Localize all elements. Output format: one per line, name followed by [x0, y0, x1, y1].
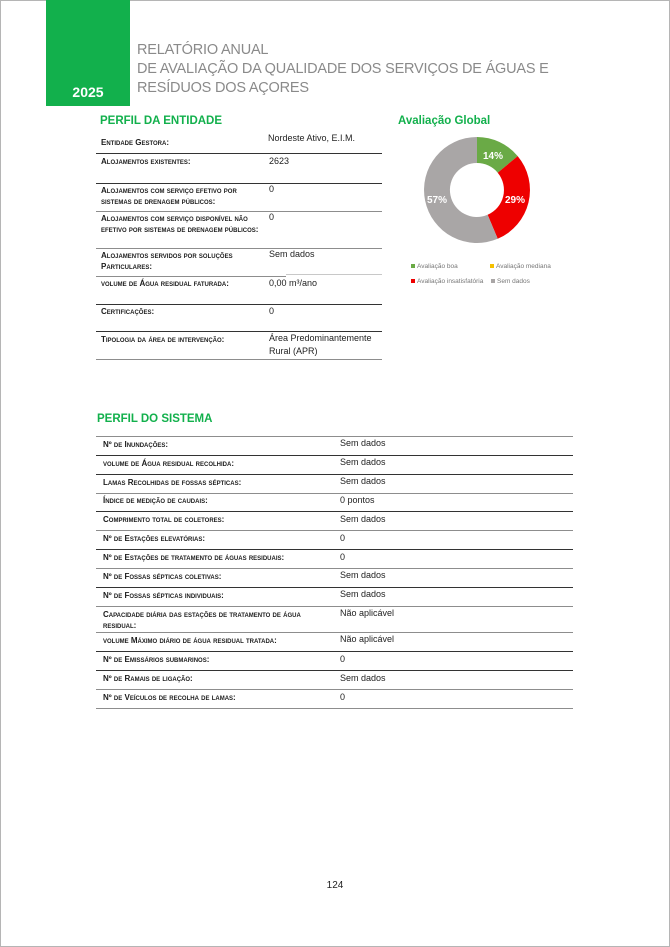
system-row-label: Nº de Estações elevatórias:: [103, 534, 206, 543]
system-row-label: volume Máximo diário de água residual tratada:: [103, 636, 277, 645]
legend-item-median: Avaliação mediana: [490, 263, 551, 270]
label-no-data: 57%: [426, 195, 448, 206]
system-row-value: Sem dados: [340, 673, 386, 683]
label-good: 14%: [482, 151, 504, 162]
system-profile-title: PERFIL DO SISTEMA: [97, 413, 213, 425]
system-row-value: Sem dados: [340, 570, 386, 580]
system-row-label: volume de Água residual recolhida:: [103, 459, 235, 468]
title-line-1: RELATÓRIO ANUAL: [137, 42, 269, 58]
row-divider: [96, 530, 573, 531]
legend-swatch-icon: [490, 264, 494, 268]
label-unsatisfactory: 29%: [504, 195, 526, 206]
entity-row-value: 0: [269, 306, 275, 316]
entity-row-value: 2623: [269, 156, 290, 166]
system-row-label: Lamas Recolhidas de fossas sépticas:: [103, 478, 242, 487]
row-divider: [96, 359, 382, 360]
row-divider: [96, 568, 573, 569]
system-row-label: Nº de Emissários submarinos:: [103, 655, 210, 664]
system-row-label: Nº de Inundações:: [103, 440, 169, 449]
legend-swatch-icon: [411, 264, 415, 268]
system-row-label: Nº de Fossas sépticas coletivas:: [103, 572, 222, 581]
row-divider: [96, 606, 573, 607]
row-divider: [96, 670, 573, 671]
row-divider: [96, 511, 573, 512]
row-divider: [96, 304, 382, 305]
entity-row-label: Certificações:: [101, 307, 155, 316]
row-divider: [96, 651, 573, 652]
system-row-value: Sem dados: [340, 438, 386, 448]
entity-row-label: Entidade Gestora:: [101, 138, 170, 147]
year-banner: [46, 0, 130, 106]
system-row-label: Nº de Veículos de recolha de lamas:: [103, 693, 236, 702]
legend-swatch-icon: [491, 279, 495, 283]
title-line-2: DE AVALIAÇÃO DA QUALIDADE DOS SERVIÇOS DE ÁGUAS E: [137, 61, 549, 77]
row-divider: [96, 493, 573, 494]
system-row-label: Nº de Fossas sépticas individuais:: [103, 591, 224, 600]
row-divider: [96, 474, 573, 475]
row-divider: [96, 153, 382, 154]
system-row-value: 0: [340, 552, 346, 562]
system-row-value: 0 pontos: [340, 495, 375, 505]
system-row-value: 0: [340, 654, 346, 664]
entity-row-value: Nordeste Ativo, E.I.M.: [268, 133, 356, 143]
system-row-label: Nº de Estações de tratamento de águas residuais:: [103, 553, 285, 562]
system-row-value: Não aplicável: [340, 608, 395, 618]
entity-row-label: volume de Água residual faturada:: [101, 279, 229, 288]
entity-row-label: Alojamentos existentes:: [101, 157, 191, 166]
entity-row-value: Área Predominantemente Rural (APR): [269, 333, 372, 356]
legend-swatch-icon: [411, 279, 415, 283]
entity-row-label: Tipologia da área de intervenção:: [101, 335, 225, 344]
legend-item-good: Avaliação boa: [411, 263, 458, 270]
entity-row-value: 0: [269, 184, 275, 194]
system-row-value: Sem dados: [340, 514, 386, 524]
entity-row-value: 0: [269, 212, 275, 222]
system-row-value: Sem dados: [340, 589, 386, 599]
row-divider: [286, 274, 382, 275]
report-year: 2025: [72, 84, 104, 100]
title-line-3: RESÍDUOS DOS AÇORES: [137, 80, 309, 96]
row-divider: [96, 689, 573, 690]
system-row-value: Sem dados: [340, 476, 386, 486]
entity-row-value: 0,00 m³/ano: [269, 278, 318, 288]
system-row-label: Índice de medição de caudais:: [103, 496, 208, 505]
row-divider: [96, 708, 573, 709]
legend-item-unsatisfactory: Avaliação insatisfatória: [411, 278, 483, 285]
chart-title: Avaliação Global: [398, 115, 491, 127]
system-row-value: 0: [340, 692, 346, 702]
row-divider: [96, 632, 573, 633]
page-number: 124: [326, 880, 344, 891]
entity-profile-title: PERFIL DA ENTIDADE: [100, 115, 223, 127]
donut-chart: [424, 137, 530, 243]
row-divider: [96, 276, 286, 277]
legend-item-no-data: Sem dados: [491, 278, 530, 285]
row-divider: [96, 587, 573, 588]
row-divider: [96, 183, 382, 184]
row-divider: [96, 455, 573, 456]
report-title: [137, 41, 549, 98]
system-row-value: 0: [340, 533, 346, 543]
row-divider: [96, 436, 573, 437]
system-row-value: Sem dados: [340, 457, 386, 467]
row-divider: [96, 211, 382, 212]
entity-row-label: Alojamentos servidos por soluções Particulares:: [101, 251, 233, 271]
system-row-label: Capacidade diária das estações de tratamento de água residual:: [103, 610, 301, 630]
entity-row-value: Sem dados: [269, 249, 315, 259]
system-row-label: Comprimento total de coletores:: [103, 515, 225, 524]
entity-row-label: Alojamentos com serviço efetivo por sistemas de drenagem públicos:: [101, 186, 237, 206]
row-divider: [96, 248, 382, 249]
system-row-label: Nº de Ramais de ligação:: [103, 674, 193, 683]
system-row-value: Não aplicável: [340, 634, 395, 644]
entity-row-label: Alojamentos com serviço disponível não efetivo por sistemas de drenagem públicos:: [101, 214, 259, 234]
row-divider: [96, 549, 573, 550]
